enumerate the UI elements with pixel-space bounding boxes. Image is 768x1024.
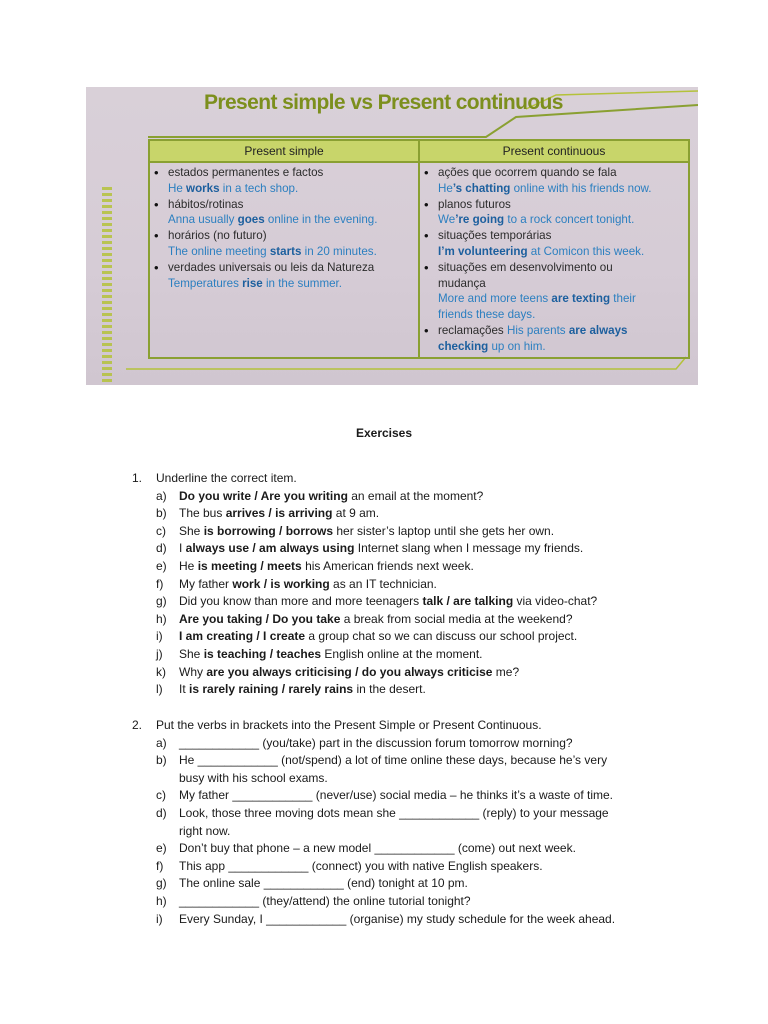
emphasized-text: always use / am always using (185, 541, 355, 556)
item-letter: e) (156, 558, 167, 573)
category-text: horários (no futuro) (168, 229, 267, 243)
exercise-item (132, 540, 692, 558)
item-text: Don’t buy that phone – a new model ____________ (come) out next week. (179, 841, 576, 856)
usage-category (420, 260, 688, 276)
item-text: right now. (179, 823, 231, 838)
item-letter: c) (156, 523, 166, 538)
usage-list (150, 165, 418, 291)
text-segment: She (179, 523, 204, 538)
emphasized-text: goes (237, 213, 265, 227)
column-header: Present simple (150, 141, 418, 163)
category-text: situações temporárias (438, 229, 552, 243)
category-text: situações em desenvolvimento ou (438, 260, 613, 274)
text-segment: up on him. (488, 339, 546, 353)
item-letter: f) (156, 858, 164, 873)
text-segment: online with his friends now. (510, 181, 652, 195)
category-text: verdades universais ou leis da Natureza (168, 260, 375, 274)
item-letter: b) (156, 506, 167, 521)
text-segment: He (168, 181, 187, 195)
column-header: Present continuous (420, 141, 688, 163)
item-letter: e) (156, 841, 167, 856)
emphasized-text: Do you write / Are you writing (179, 488, 348, 503)
emphasized-text: is borrowing / borrows (203, 523, 334, 538)
usage-category (150, 228, 418, 244)
exercise-item (132, 805, 692, 840)
example-sentence (420, 307, 688, 323)
exercise-item (132, 858, 692, 876)
grammar-reference-photo (86, 87, 698, 385)
usage-category-continued (420, 276, 688, 292)
example-text (168, 213, 377, 226)
text-segment: The online meeting (168, 244, 270, 258)
exercise-item (132, 681, 692, 699)
text-segment: My father (179, 576, 233, 591)
example-sentence (150, 181, 418, 197)
exercise-items (132, 735, 692, 929)
item-letter: g) (156, 594, 167, 609)
exercise-2 (132, 717, 692, 928)
exercise-items (132, 488, 692, 699)
text-segment: as an IT technician. (329, 576, 437, 591)
item-text: This app ____________ (connect) you with native English speakers. (179, 858, 543, 873)
emphasized-text: is rarely raining / rarely rains (189, 682, 354, 697)
exercise-item (132, 576, 692, 594)
emphasized-text: are always (568, 323, 628, 337)
exercise-item (132, 505, 692, 523)
example-text (438, 182, 652, 195)
usage-category (420, 228, 688, 244)
exercise-instruction (132, 470, 692, 488)
exercises-heading: Exercises (355, 426, 413, 440)
exercise-item (132, 488, 692, 506)
exercise-item (132, 911, 692, 929)
usage-category (150, 165, 418, 181)
example-text (168, 245, 377, 258)
item-text: busy with his school exams. (179, 770, 328, 785)
emphasized-text: I am creating / I create (179, 629, 306, 644)
example-text (438, 308, 535, 321)
category-text: ações que ocorrem quando se fala (438, 166, 617, 179)
emphasized-text: are you always criticising / do you always criticise (206, 664, 493, 679)
grammar-table (148, 139, 690, 359)
usage-category (420, 197, 688, 213)
exercise-item (132, 523, 692, 541)
text-segment: I (179, 541, 186, 556)
item-letter: d) (156, 541, 167, 556)
emphasized-text: is meeting / meets (197, 558, 302, 573)
emphasized-text: Are you taking / Do you take (179, 611, 341, 626)
exercise-instruction (132, 717, 692, 735)
emphasized-text: works (186, 181, 220, 195)
text-segment: a break from social media at the weekend? (340, 611, 573, 626)
item-letter: a) (156, 488, 167, 503)
text-segment: More and more teens (438, 292, 552, 306)
text-segment: me? (492, 664, 520, 679)
text-segment: an email at the moment? (347, 488, 484, 503)
text-segment: It (179, 682, 190, 697)
example-text (168, 182, 298, 195)
item-text: ____________ (they/attend) the online tutorial tonight? (179, 893, 471, 908)
exercise-number: 1. (132, 471, 143, 485)
text-segment: Did you know than more and more teenagers (179, 594, 423, 609)
item-text: Look, those three moving dots mean she ____________ (reply) to your message (179, 805, 609, 820)
exercise-1 (132, 470, 692, 699)
usage-category (420, 323, 688, 339)
text-segment: her sister’s laptop until she gets her own. (333, 523, 555, 538)
item-letter: f) (156, 576, 164, 591)
text-segment: in a tech shop. (219, 181, 299, 195)
text-segment: at Comicon this week. (527, 244, 645, 258)
item-letter: i) (156, 911, 163, 926)
exercise-item (132, 787, 692, 805)
example-sentence (420, 212, 688, 228)
exercise-item (132, 664, 692, 682)
text-segment: We (438, 213, 456, 227)
example-sentence (420, 339, 688, 355)
exercise-number: 2. (132, 718, 143, 732)
instruction-text: Underline the correct item. (156, 471, 297, 485)
exercise-item (132, 558, 692, 576)
instruction-text: Put the verbs in brackets into the Present Simple or Present Continuous. (156, 718, 542, 732)
text-segment: online in the evening. (264, 213, 378, 227)
text-segment: in 20 minutes. (301, 244, 377, 258)
example-sentence (150, 244, 418, 260)
emphasized-text: arrives / is arriving (225, 506, 333, 521)
text-segment: Why (179, 664, 207, 679)
text-segment: Temperatures (168, 276, 243, 290)
example-text (168, 277, 342, 290)
emphasized-text: starts (269, 244, 302, 258)
emphasized-text: is teaching / teaches (203, 646, 322, 661)
column-present-continuous (420, 141, 688, 357)
example-text (438, 213, 634, 226)
text-segment: His parents (503, 323, 569, 337)
category-text: estados permanentes e factos (168, 166, 324, 179)
text-segment: their (610, 292, 636, 306)
emphasized-text: ’s chatting (452, 181, 511, 195)
text-segment: a group chat so we can discuss our school project. (305, 629, 578, 644)
example-text (438, 245, 644, 258)
item-letter: i) (156, 629, 163, 644)
column-present-simple (150, 141, 420, 357)
example-sentence (150, 212, 418, 228)
item-letter: a) (156, 735, 167, 750)
text-segment: in the desert. (353, 682, 426, 697)
item-text: ____________ (you/take) part in the discussion forum tomorrow morning? (179, 735, 573, 750)
example-sentence (504, 324, 628, 337)
usage-list (420, 165, 688, 355)
item-text: My father ____________ (never/use) social media – he thinks it’s a waste of time. (179, 788, 614, 803)
text-segment: The bus (179, 506, 226, 521)
exercise-item (132, 875, 692, 893)
usage-category (150, 260, 418, 276)
item-letter: h) (156, 893, 167, 908)
example-sentence (420, 291, 688, 307)
usage-category (150, 197, 418, 213)
emphasized-text: rise (242, 276, 263, 290)
item-text: The online sale ____________ (end) tonight at 10 pm. (179, 876, 468, 891)
emphasized-text: checking (438, 339, 489, 353)
text-segment: Internet slang when I message my friends. (354, 541, 584, 556)
item-letter: b) (156, 753, 167, 768)
example-sentence (420, 244, 688, 260)
usage-category (420, 165, 688, 181)
example-sentence (420, 181, 688, 197)
category-text: planos futuros (438, 197, 511, 211)
text-segment: to a rock concert tonight. (504, 213, 635, 227)
text-segment: He (179, 558, 198, 573)
emphasized-text: are texting (551, 292, 611, 306)
exercise-item (132, 735, 692, 753)
item-letter: j) (156, 646, 163, 661)
text-segment: Anna usually (168, 213, 238, 227)
example-sentence (150, 276, 418, 292)
item-letter: c) (156, 788, 166, 803)
item-text: He ____________ (not/spend) a lot of time online these days, because he’s very (179, 753, 608, 768)
text-segment: English online at the moment. (321, 646, 483, 661)
item-letter: g) (156, 876, 167, 891)
example-text (438, 340, 546, 353)
emphasized-text: talk / are talking (422, 594, 514, 609)
category-text: hábitos/rotinas (168, 197, 244, 211)
text-segment: via video-chat? (513, 594, 598, 609)
exercise-item (132, 893, 692, 911)
text-segment: She (179, 646, 204, 661)
text-segment: He (438, 181, 453, 195)
text-segment: in the summer. (262, 276, 343, 290)
exercise-item (132, 628, 692, 646)
exercise-item (132, 611, 692, 629)
item-letter: h) (156, 611, 167, 626)
grammar-title: Present simple vs Present continuous (204, 91, 563, 114)
item-letter: l) (156, 682, 163, 697)
exercise-item (132, 840, 692, 858)
text-segment: at 9 am. (332, 506, 380, 521)
item-text: Every Sunday, I ____________ (organise) my study schedule for the week ahead. (179, 911, 616, 926)
item-letter: d) (156, 805, 167, 820)
exercise-item (132, 593, 692, 611)
text-segment: friends these days. (438, 308, 536, 322)
exercise-item (132, 752, 692, 787)
category-text: reclamações (438, 323, 504, 337)
text-segment: his American friends next week. (301, 558, 474, 573)
emphasized-text: ’re going (455, 213, 505, 227)
item-letter: k) (156, 664, 166, 679)
category-text: mudança (438, 276, 486, 290)
exercise-item (132, 646, 692, 664)
emphasized-text: work / is working (232, 576, 330, 591)
emphasized-text: I’m volunteering (438, 244, 528, 258)
example-text (438, 292, 636, 305)
